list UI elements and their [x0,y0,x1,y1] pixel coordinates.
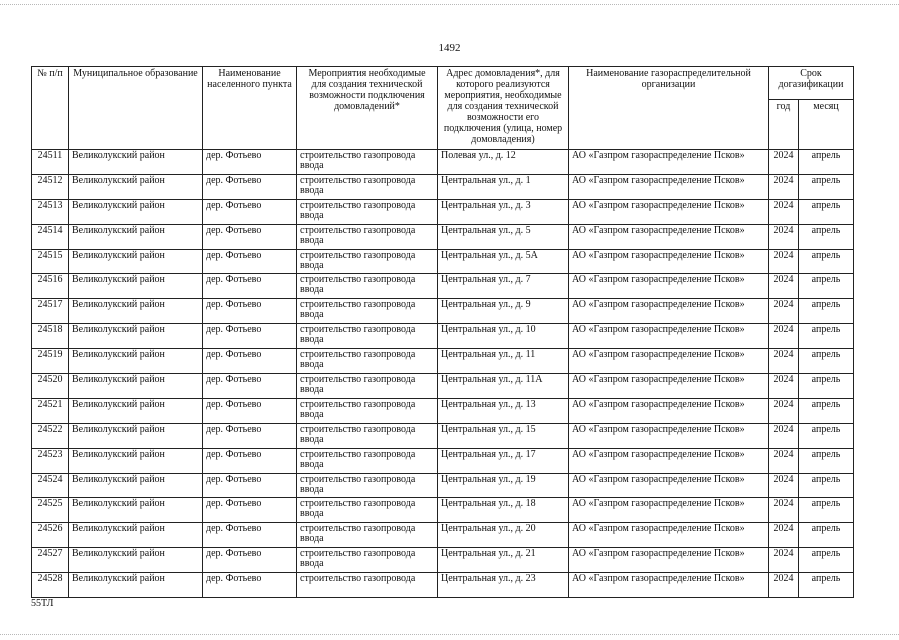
table-row [32,249,854,274]
cell-measure: строительство газопровода [297,573,438,598]
cell-measure: строительство газопровода ввода [297,224,438,249]
cell-address: Центральная ул., д. 19 [438,473,569,498]
cell-settlement: дер. Фотьево [203,398,297,423]
table-row [32,398,854,423]
cell-settlement: дер. Фотьево [203,349,297,374]
table-row [32,423,854,448]
cell-year: 2024 [769,274,799,299]
cell-organization: АО «Газпром газораспределение Псков» [569,249,769,274]
cell-organization: АО «Газпром газораспределение Псков» [569,274,769,299]
cell-month: апрель [799,150,854,175]
cell-num: 24517 [32,299,69,324]
cell-year: 2024 [769,398,799,423]
cell-month: апрель [799,174,854,199]
cell-measure: строительство газопровода ввода [297,548,438,573]
cell-address: Центральная ул., д. 10 [438,324,569,349]
cell-year: 2024 [769,448,799,473]
cell-year: 2024 [769,349,799,374]
table-row [32,473,854,498]
table-row [32,548,854,573]
cell-month: апрель [799,299,854,324]
table-row [32,573,854,598]
table-row [32,523,854,548]
cell-num: 24524 [32,473,69,498]
cell-year: 2024 [769,249,799,274]
table-row [32,498,854,523]
cell-settlement: дер. Фотьево [203,548,297,573]
cell-address: Центральная ул., д. 20 [438,523,569,548]
cell-settlement: дер. Фотьево [203,523,297,548]
cell-num: 24511 [32,150,69,175]
cell-settlement: дер. Фотьево [203,324,297,349]
cell-measure: строительство газопровода ввода [297,324,438,349]
cell-address: Центральная ул., д. 21 [438,548,569,573]
cell-address: Центральная ул., д. 11А [438,374,569,399]
cell-address: Центральная ул., д. 1 [438,174,569,199]
cell-settlement: дер. Фотьево [203,249,297,274]
cell-settlement: дер. Фотьево [203,150,297,175]
cell-settlement: дер. Фотьево [203,374,297,399]
cell-address: Центральная ул., д. 13 [438,398,569,423]
cell-address: Центральная ул., д. 15 [438,423,569,448]
cell-municipality: Великолукский район [69,448,203,473]
cell-organization: АО «Газпром газораспределение Псков» [569,349,769,374]
table-row [32,150,854,175]
cell-municipality: Великолукский район [69,299,203,324]
cell-municipality: Великолукский район [69,523,203,548]
cell-num: 24525 [32,498,69,523]
cell-organization: АО «Газпром газораспределение Псков» [569,548,769,573]
cell-settlement: дер. Фотьево [203,473,297,498]
page-number: 1492 [438,42,461,54]
cell-organization: АО «Газпром газораспределение Псков» [569,523,769,548]
cell-num: 24521 [32,398,69,423]
cell-num: 24514 [32,224,69,249]
cell-organization: АО «Газпром газораспределение Псков» [569,423,769,448]
cell-num: 24526 [32,523,69,548]
cell-num: 24520 [32,374,69,399]
cell-month: апрель [799,423,854,448]
cell-year: 2024 [769,324,799,349]
cell-address: Полевая ул., д. 12 [438,150,569,175]
header-settlement: Наименование населенного пункта [203,67,297,150]
cell-settlement: дер. Фотьево [203,274,297,299]
cell-municipality: Великолукский район [69,374,203,399]
cell-measure: строительство газопровода ввода [297,498,438,523]
cell-month: апрель [799,374,854,399]
cell-address: Центральная ул., д. 18 [438,498,569,523]
cell-year: 2024 [769,150,799,175]
cell-year: 2024 [769,374,799,399]
cell-organization: АО «Газпром газораспределение Псков» [569,224,769,249]
cell-num: 24522 [32,423,69,448]
cell-municipality: Великолукский район [69,423,203,448]
cell-organization: АО «Газпром газораспределение Псков» [569,573,769,598]
header-num: № п/п [32,67,69,150]
cell-measure: строительство газопровода ввода [297,249,438,274]
cell-month: апрель [799,498,854,523]
table-row [32,174,854,199]
cell-municipality: Великолукский район [69,573,203,598]
cell-num: 24527 [32,548,69,573]
cell-address: Центральная ул., д. 9 [438,299,569,324]
cell-year: 2024 [769,523,799,548]
cell-year: 2024 [769,498,799,523]
cell-measure: строительство газопровода ввода [297,174,438,199]
cell-municipality: Великолукский район [69,274,203,299]
cell-address: Центральная ул., д. 5 [438,224,569,249]
cell-settlement: дер. Фотьево [203,199,297,224]
cell-measure: строительство газопровода ввода [297,199,438,224]
cell-num: 24518 [32,324,69,349]
cell-address: Центральная ул., д. 7 [438,274,569,299]
cell-settlement: дер. Фотьево [203,423,297,448]
table-body [32,150,854,598]
cell-address: Центральная ул., д. 23 [438,573,569,598]
table-row [32,199,854,224]
cell-month: апрель [799,274,854,299]
cell-measure: строительство газопровода ввода [297,448,438,473]
cell-organization: АО «Газпром газораспределение Псков» [569,374,769,399]
table-row [32,224,854,249]
cell-municipality: Великолукский район [69,150,203,175]
scan-edge-bottom [0,634,899,635]
cell-year: 2024 [769,199,799,224]
cell-month: апрель [799,573,854,598]
cell-num: 24523 [32,448,69,473]
cell-municipality: Великолукский район [69,398,203,423]
cell-settlement: дер. Фотьево [203,448,297,473]
table-row [32,448,854,473]
cell-municipality: Великолукский район [69,199,203,224]
table-row [32,349,854,374]
cell-month: апрель [799,448,854,473]
cell-month: апрель [799,473,854,498]
cell-measure: строительство газопровода ввода [297,423,438,448]
cell-organization: АО «Газпром газораспределение Псков» [569,174,769,199]
cell-municipality: Великолукский район [69,249,203,274]
cell-month: апрель [799,199,854,224]
cell-month: апрель [799,324,854,349]
cell-year: 2024 [769,548,799,573]
cell-num: 24512 [32,174,69,199]
cell-num: 24513 [32,199,69,224]
cell-measure: строительство газопровода ввода [297,349,438,374]
cell-organization: АО «Газпром газораспределение Псков» [569,324,769,349]
cell-year: 2024 [769,224,799,249]
cell-address: Центральная ул., д. 5А [438,249,569,274]
table-row [32,374,854,399]
cell-year: 2024 [769,299,799,324]
cell-measure: строительство газопровода ввода [297,150,438,175]
cell-num: 24528 [32,573,69,598]
cell-organization: АО «Газпром газораспределение Псков» [569,498,769,523]
cell-num: 24519 [32,349,69,374]
scan-edge-top [0,4,899,5]
gasification-table [31,66,854,598]
cell-organization: АО «Газпром газораспределение Псков» [569,150,769,175]
cell-municipality: Великолукский район [69,349,203,374]
cell-num: 24515 [32,249,69,274]
cell-settlement: дер. Фотьево [203,573,297,598]
table-row [32,299,854,324]
cell-municipality: Великолукский район [69,174,203,199]
header-year: год [769,100,799,150]
cell-municipality: Великолукский район [69,324,203,349]
cell-measure: строительство газопровода ввода [297,523,438,548]
cell-address: Центральная ул., д. 17 [438,448,569,473]
cell-month: апрель [799,224,854,249]
table-header [32,67,854,150]
cell-month: апрель [799,249,854,274]
cell-month: апрель [799,523,854,548]
cell-organization: АО «Газпром газораспределение Псков» [569,473,769,498]
cell-settlement: дер. Фотьево [203,498,297,523]
header-organization: Наименование газораспределительной организации [569,67,769,150]
table-row [32,274,854,299]
header-term: Срок догазификации [769,67,854,100]
cell-measure: строительство газопровода ввода [297,299,438,324]
cell-settlement: дер. Фотьево [203,224,297,249]
cell-measure: строительство газопровода ввода [297,473,438,498]
cell-measure: строительство газопровода ввода [297,398,438,423]
cell-month: апрель [799,548,854,573]
header-address: Адрес домовладения*, для которого реализуются мероприятия, необходимые для создания технической возможности его подключения (улица, номер домовладения) [438,67,569,150]
cell-organization: АО «Газпром газораспределение Псков» [569,299,769,324]
cell-month: апрель [799,398,854,423]
cell-organization: АО «Газпром газораспределение Псков» [569,448,769,473]
cell-organization: АО «Газпром газораспределение Псков» [569,199,769,224]
cell-year: 2024 [769,174,799,199]
cell-address: Центральная ул., д. 11 [438,349,569,374]
cell-num: 24516 [32,274,69,299]
cell-address: Центральная ул., д. 3 [438,199,569,224]
cell-settlement: дер. Фотьево [203,174,297,199]
footer-code: 55ТЛ [31,598,54,609]
cell-measure: строительство газопровода ввода [297,374,438,399]
cell-settlement: дер. Фотьево [203,299,297,324]
cell-year: 2024 [769,423,799,448]
cell-measure: строительство газопровода ввода [297,274,438,299]
header-measures: Мероприятия необходимые для создания технической возможности подключения домовладений* [297,67,438,150]
cell-municipality: Великолукский район [69,498,203,523]
header-month: месяц [799,100,854,150]
header-municipality: Муниципальное образование [69,67,203,150]
cell-month: апрель [799,349,854,374]
cell-municipality: Великолукский район [69,548,203,573]
cell-year: 2024 [769,473,799,498]
cell-year: 2024 [769,573,799,598]
table-row [32,324,854,349]
cell-organization: АО «Газпром газораспределение Псков» [569,398,769,423]
cell-municipality: Великолукский район [69,473,203,498]
cell-municipality: Великолукский район [69,224,203,249]
